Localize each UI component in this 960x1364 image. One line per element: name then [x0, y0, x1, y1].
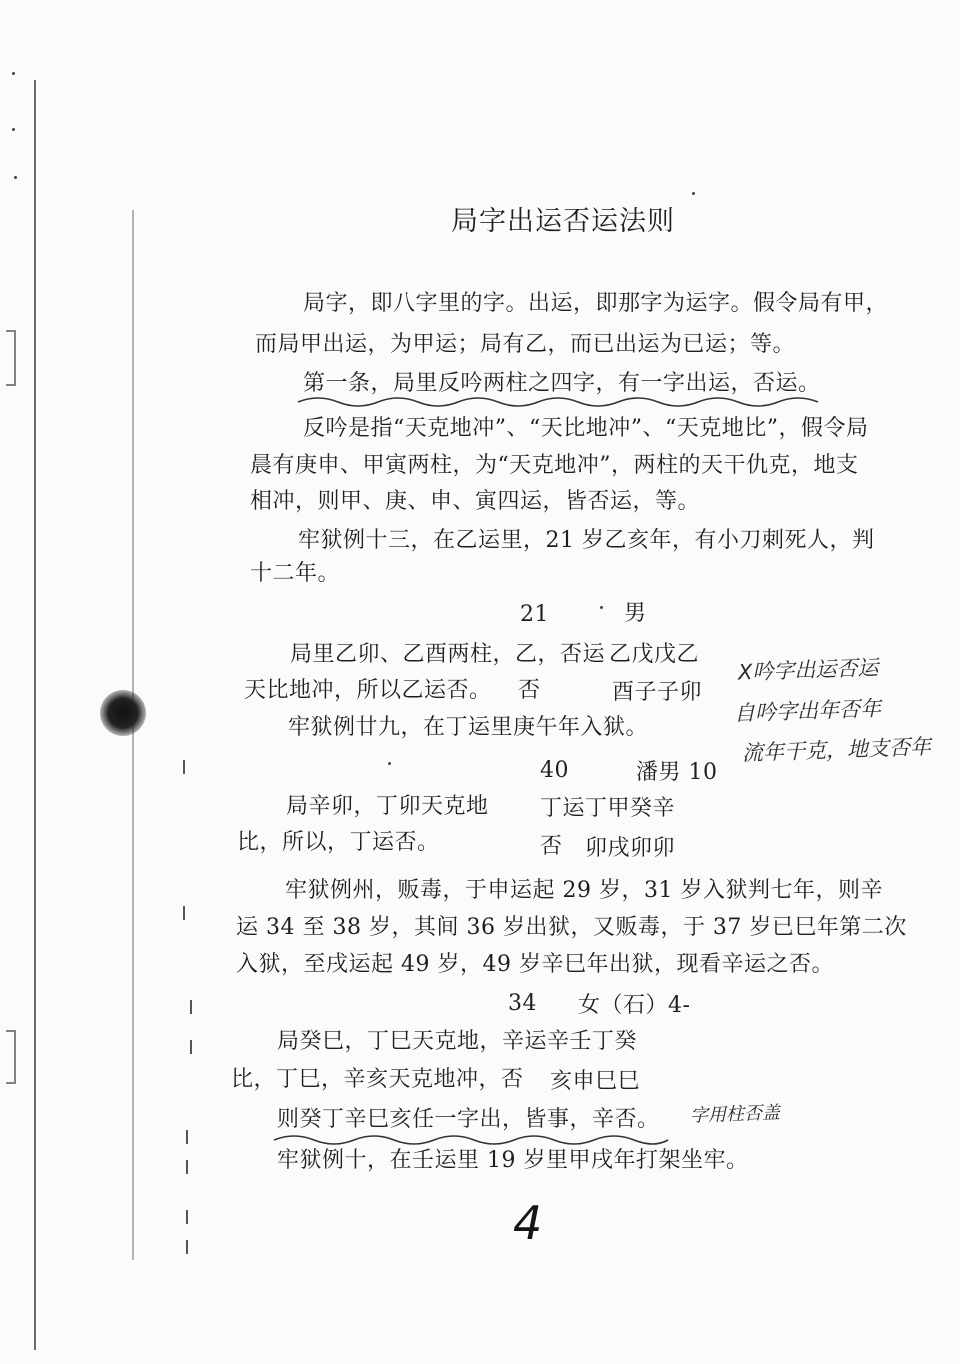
example-line: 局里乙卯、乙酉两柱，乙，否运 — [290, 642, 606, 667]
scan-speck — [692, 192, 695, 195]
scan-speck — [14, 176, 17, 179]
document-title: 局字出运否运法则 — [451, 206, 675, 237]
example-age: 34 — [508, 991, 537, 1016]
fou-marker: 否 — [540, 834, 563, 859]
paragraph-line: 第一条，局里反吟两柱之四字，有一字出运，否运。 — [303, 371, 821, 396]
example-age: 21 — [520, 602, 549, 627]
example-line: 局癸巳，丁巳天克地，辛运辛壬丁癸 — [277, 1029, 638, 1054]
ink-blot — [100, 690, 146, 736]
scan-dash — [183, 760, 185, 774]
branches-row: 卯戌卯卯 — [585, 836, 676, 861]
example-name: 潘男 10 — [636, 760, 718, 785]
example-line: 比，丁巳，辛亥天克地冲，否 — [231, 1067, 524, 1092]
example-age: 40 — [540, 758, 569, 783]
paragraph-line: 反吟是指“天克地冲”、“天比地冲”、“天克地比”，假令局 — [303, 416, 869, 441]
paragraph-line: 十二年。 — [250, 561, 341, 586]
scan-speck — [12, 72, 15, 75]
scan-dash — [190, 1000, 192, 1014]
example-intro: 牢狱例十，在壬运里 19 岁里甲戌年打架坐牢。 — [277, 1148, 749, 1173]
paragraph-line: 局字，即八字里的字。出运，即那字为运字。假令局有甲， — [303, 291, 889, 316]
margin-note: 字用柱否盖 — [689, 1102, 781, 1127]
stems-row: 乙戊戊乙 — [609, 642, 700, 667]
scan-speck — [600, 606, 603, 609]
paragraph-line: 相冲，则甲、庚、申、寅四运，皆否运，等。 — [250, 489, 701, 514]
scan-dash — [186, 1240, 188, 1254]
scan-speck — [388, 762, 391, 765]
branches-row: 亥申巳巳 — [550, 1069, 641, 1094]
scan-speck — [12, 128, 15, 131]
wavy-underline — [296, 392, 836, 412]
paragraph-line: 运 34 至 38 岁，其间 36 岁出狱，又贩毒，于 37 岁已巳年第二次 — [236, 915, 907, 940]
example-line: 天比地冲，所以乙运否。 — [244, 678, 492, 703]
example-line: 局辛卯，丁卯天克地 — [286, 794, 489, 819]
scan-bracket-mark — [6, 1030, 16, 1084]
branches-row: 酉子子卯 — [612, 680, 703, 705]
scan-dash — [186, 1130, 188, 1144]
paragraph-line: 晨有庚申、甲寅两柱，为“天克地冲”，两柱的天干仇克，地支 — [250, 453, 859, 478]
example-line: 比，所以，丁运否。 — [237, 830, 440, 855]
binding-line — [34, 80, 36, 1350]
scan-dash — [190, 1040, 192, 1054]
scan-dash — [186, 1210, 188, 1224]
binding-line-secondary — [132, 210, 134, 1260]
paragraph-line: 入狱，至戌运起 49 岁，49 岁辛巳年出狱，现看辛运之否。 — [236, 952, 834, 977]
page-number: 4 — [513, 1196, 543, 1250]
scan-dash — [186, 1160, 188, 1174]
scan-bracket-mark — [6, 330, 16, 386]
example-gender: 男 — [624, 601, 647, 626]
paragraph-line: 牢狱例十三，在乙运里，21 岁乙亥年，有小刀刺死人，判 — [298, 528, 875, 553]
paragraph-line: 而局甲出运，为甲运；局有乙，而已出运为已运；等。 — [255, 332, 796, 357]
paragraph-line: 牢狱例州，贩毒，于申运起 29 岁，31 岁入狱判七年，则辛 — [285, 878, 883, 903]
margin-note: 自吟字出年否年 — [733, 696, 882, 726]
stems-row: 丁运丁甲癸辛 — [540, 796, 676, 821]
wavy-underline — [272, 1130, 672, 1150]
example-line: 则癸丁辛巳亥任一字出，皆事，辛否。 — [277, 1107, 660, 1132]
margin-note: X吟字出运否运 — [737, 655, 879, 685]
fou-marker: 否 — [518, 678, 541, 703]
margin-note: 流年干克，地支否年 — [741, 734, 932, 766]
example-intro: 牢狱例廿九，在丁运里庚午年入狱。 — [288, 715, 649, 740]
example-gender: 女（石）4- — [578, 993, 691, 1018]
scan-dash — [183, 906, 185, 920]
